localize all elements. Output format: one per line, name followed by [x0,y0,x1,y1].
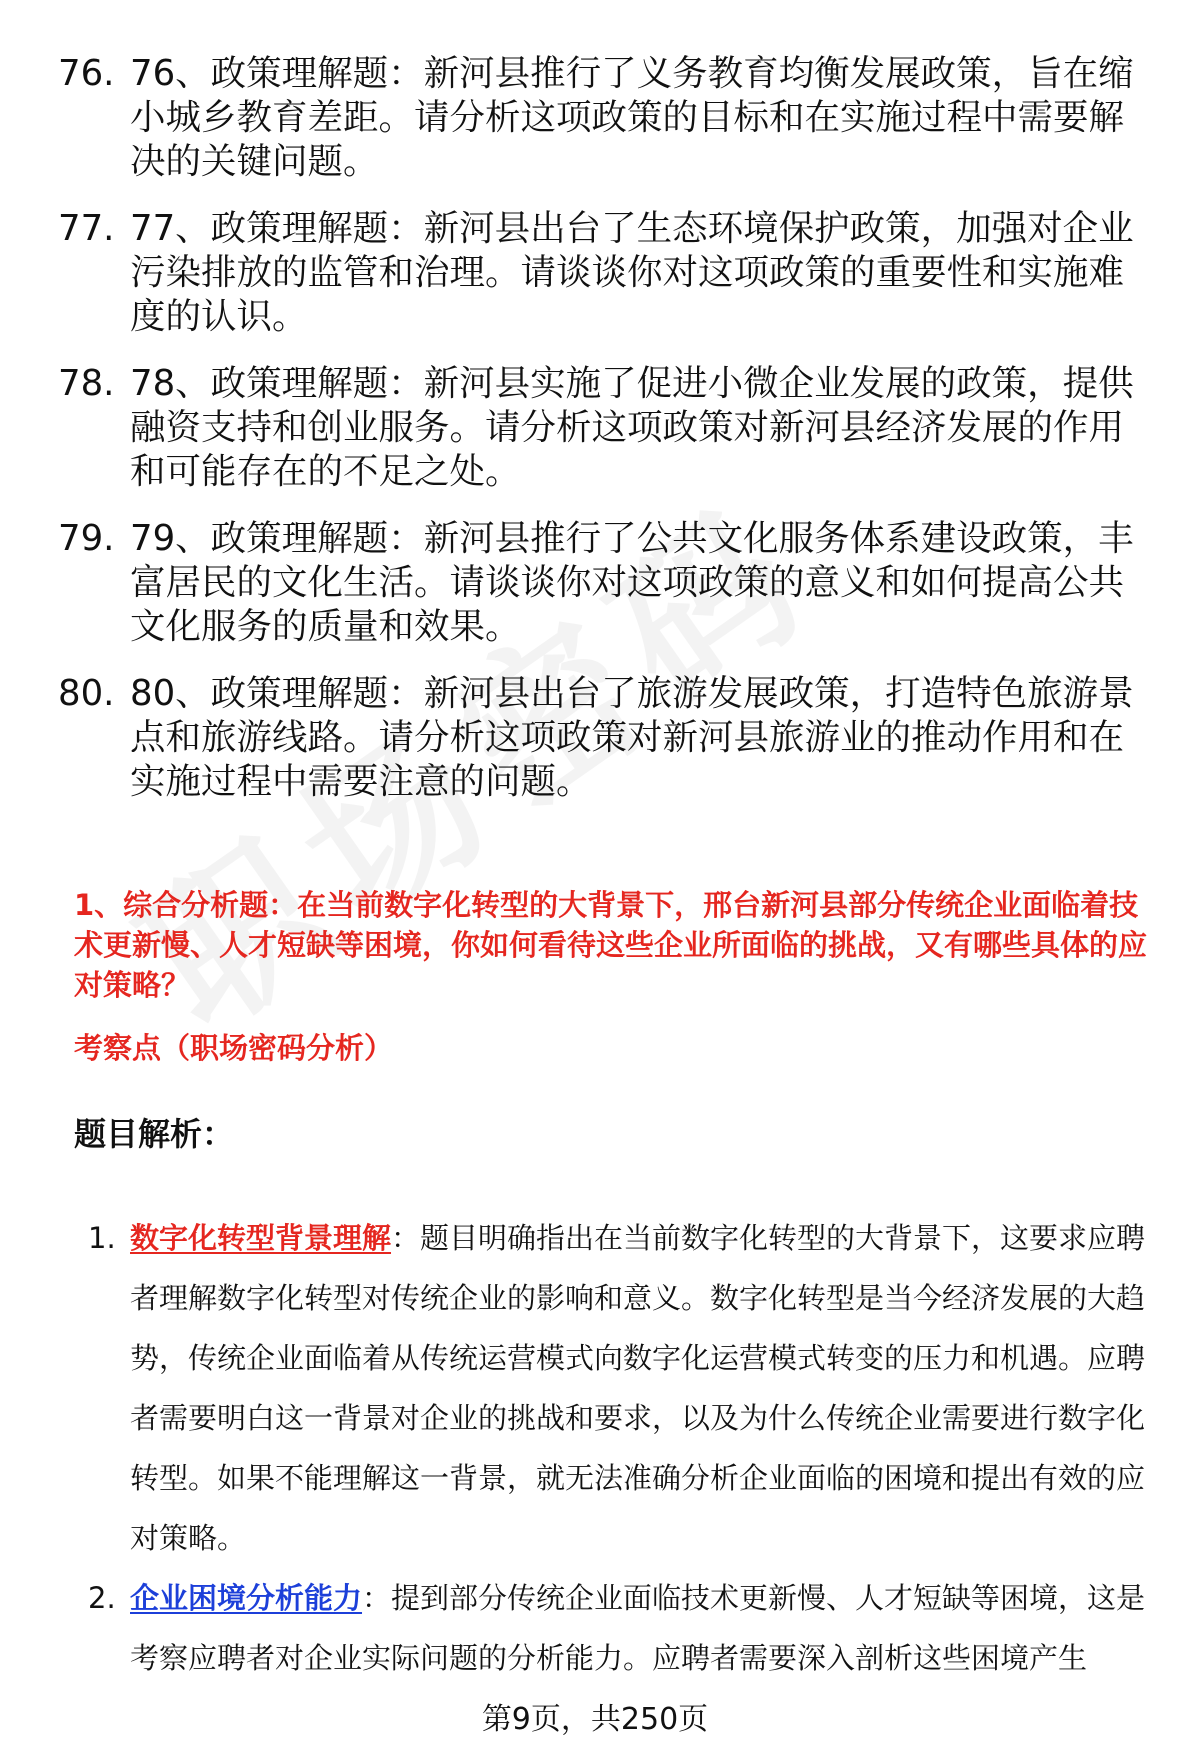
question-number: 80. [58,673,115,714]
analysis-separator: ： [362,1581,392,1615]
analysis-question: 1、综合分析题：在当前数字化转型的大背景下，邢台新河县部分传统企业面临着技术更新慢、人才短缺等困境，你如何看待这些企业所面临的挑战，又有哪些具体的应对策略？ [74,888,1148,1002]
analysis-heading-link[interactable]: 企业困境分析能力 [130,1581,363,1615]
question-item [0,362,1190,494]
question-text: 79、政策理解题：新河县推行了公共文化服务体系建设政策，丰富居民的文化生活。请谈谈你对这项政策的意义和如何提高公共文化服务的质量和效果。 [130,518,1134,647]
question-list [0,52,1190,827]
question-text: 80、政策理解题：新河县出台了旅游发展政策，打造特色旅游景点和旅游线路。请分析这项政策对新河县旅游业的推动作用和在实施过程中需要注意的问题。 [130,673,1134,802]
analysis-number: 2. [88,1581,116,1615]
page-footer: 第9页，共250页 [481,1702,709,1737]
question-text: 77、政策理解题：新河县出台了生态环境保护政策，加强对企业污染排放的监管和治理。请谈谈你对这项政策的重要性和实施难度的认识。 [130,208,1134,337]
analysis-body: 题目明确指出在当前数字化转型的大背景下，这要求应聘者理解数字化转型对传统企业的影响和意义。数字化转型是当今经济发展的大趋势，传统企业面临着从传统运营模式向数字化运营模式转变的压力和机遇。应聘者需要明白这一背景对企业的挑战和要求，以及为什么传统企业需要进行数字化转型。如果不能理解这一背景，就无法准确分析企业面临的困境和提出有效的应对策略。 [130,1221,1146,1555]
analysis-heading-link[interactable]: 数字化转型背景理解 [130,1221,392,1255]
section-title: 题目解析： [74,1115,235,1153]
analysis-list [0,1208,1190,1688]
question-item [0,517,1190,649]
question-number: 79. [58,518,115,559]
exam-point: 考察点（职场密码分析） [74,1031,394,1065]
analysis-item [0,1568,1190,1688]
analysis-number: 1. [88,1221,116,1255]
question-item [0,207,1190,339]
question-number: 77. [58,208,115,249]
analysis-separator: ： [391,1221,421,1255]
question-number: 78. [58,363,115,404]
question-item [0,52,1190,184]
analysis-body: 提到部分传统企业面临技术更新慢、人才短缺等困境，这是考察应聘者对企业实际问题的分析能力。应聘者需要深入剖析这些困境产生 [130,1581,1146,1675]
analysis-item [0,1208,1190,1568]
question-text: 78、政策理解题：新河县实施了促进小微企业发展的政策，提供融资支持和创业服务。请分析这项政策对新河县经济发展的作用和可能存在的不足之处。 [130,363,1134,492]
question-item [0,672,1190,804]
question-number: 76. [58,53,115,94]
question-text: 76、政策理解题：新河县推行了义务教育均衡发展政策，旨在缩小城乡教育差距。请分析这项政策的目标和在实施过程中需要解决的关键问题。 [130,53,1134,182]
